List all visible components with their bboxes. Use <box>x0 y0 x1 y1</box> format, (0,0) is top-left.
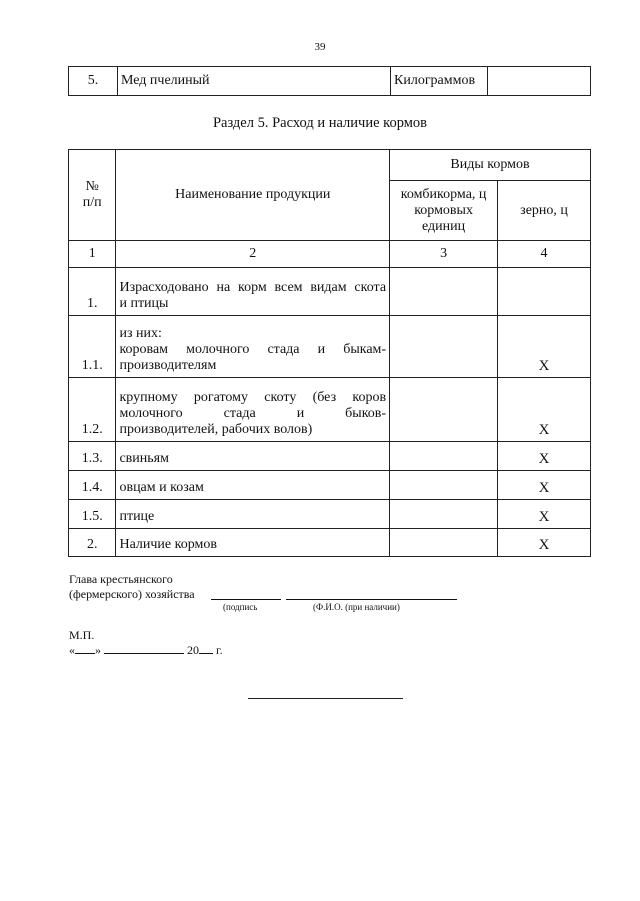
row-name <box>116 268 390 316</box>
table-row <box>69 268 591 316</box>
honey-row-table <box>68 66 591 96</box>
row-name: свиньям <box>116 442 390 471</box>
column-number-row <box>69 241 591 268</box>
signature-label-line2: (фермерского) хозяйства <box>69 587 195 601</box>
value-cell[interactable] <box>488 67 591 96</box>
header-num-line1: № <box>85 179 99 194</box>
row-number: 2. <box>69 529 116 557</box>
grain-cell[interactable]: Х <box>498 442 591 471</box>
signature-caption: (подпись <box>223 602 258 612</box>
product-name: Мед пчелиный <box>118 67 391 96</box>
table-row <box>69 67 591 96</box>
row-name-line: производителям <box>119 358 217 373</box>
row-name-line: производителей, рабочих волов) <box>119 422 313 437</box>
column-number: 1 <box>69 241 116 268</box>
column-number: 2 <box>116 241 390 268</box>
header-comb-line3: единиц <box>422 218 466 234</box>
row-number: 1.5. <box>69 500 116 529</box>
year-prefix: 20 <box>187 643 199 657</box>
feed-table <box>68 149 591 557</box>
row-name-line: Израсходовано на корм всем видам скота <box>119 280 387 295</box>
header-combined-feed <box>390 181 498 241</box>
header-num <box>69 150 116 241</box>
header-comb-line2: кормовых <box>414 202 473 218</box>
date-close-quote: » <box>95 643 101 657</box>
bottom-divider <box>248 698 403 699</box>
row-name <box>116 316 390 378</box>
combined-feed-cell[interactable] <box>390 442 498 471</box>
table-row <box>69 442 591 471</box>
row-number: 1. <box>69 268 116 316</box>
header-name: Наименование продукции <box>116 150 390 241</box>
column-number: 3 <box>390 241 498 268</box>
section-title: Раздел 5. Расход и наличие кормов <box>212 115 428 131</box>
signature-label <box>69 572 195 602</box>
row-name-line: и птицы <box>119 296 169 311</box>
signature-label-line1: Глава крестьянского <box>69 572 173 586</box>
table-row <box>69 529 591 557</box>
row-number: 5. <box>69 67 118 96</box>
column-number: 4 <box>498 241 591 268</box>
full-name-caption: (Ф.И.О. (при наличии) <box>313 602 400 612</box>
header-comb-line1: комбикорма, ц <box>400 186 487 202</box>
row-name-line: крупному рогатому скоту (без коров <box>119 390 387 405</box>
combined-feed-cell[interactable] <box>390 529 498 557</box>
grain-cell[interactable]: Х <box>498 316 591 378</box>
year-field[interactable] <box>199 653 213 654</box>
year-suffix: г. <box>216 643 223 657</box>
combined-feed-cell[interactable] <box>390 500 498 529</box>
row-number: 1.4. <box>69 471 116 500</box>
header-feed-types: Виды кормов <box>390 150 591 181</box>
table-row <box>69 500 591 529</box>
header-num-line2: п/п <box>82 195 102 210</box>
combined-feed-cell[interactable] <box>390 471 498 500</box>
table-row <box>69 316 591 378</box>
table-row <box>69 378 591 442</box>
combined-feed-cell[interactable] <box>390 316 498 378</box>
date-line <box>69 643 223 658</box>
row-number: 1.2. <box>69 378 116 442</box>
unit-of-measure: Килограммов <box>391 67 488 96</box>
header-row <box>69 150 591 181</box>
page-number: 39 <box>314 41 326 53</box>
full-name-field[interactable] <box>286 599 457 600</box>
day-field[interactable] <box>75 653 95 654</box>
combined-feed-cell[interactable] <box>390 378 498 442</box>
grain-cell[interactable]: Х <box>498 378 591 442</box>
row-number: 1.1. <box>69 316 116 378</box>
row-name: овцам и козам <box>116 471 390 500</box>
row-name-line: из них: <box>119 326 162 341</box>
signature-field[interactable] <box>211 599 281 600</box>
row-name: птице <box>116 500 390 529</box>
row-number: 1.3. <box>69 442 116 471</box>
row-name: Наличие кормов <box>116 529 390 557</box>
grain-cell[interactable]: Х <box>498 529 591 557</box>
combined-feed-cell[interactable] <box>390 268 498 316</box>
table-row <box>69 471 591 500</box>
row-name-line: коровам молочного стада и быкам- <box>119 342 387 357</box>
header-grain: зерно, ц <box>498 181 591 241</box>
row-name <box>116 378 390 442</box>
grain-cell[interactable]: Х <box>498 471 591 500</box>
grain-cell[interactable] <box>498 268 591 316</box>
month-field[interactable] <box>104 653 184 654</box>
stamp-label: М.П. <box>69 628 95 642</box>
date-open-quote: « <box>69 643 75 657</box>
row-name-line: молочного стада и быков- <box>119 406 387 421</box>
grain-cell[interactable]: Х <box>498 500 591 529</box>
